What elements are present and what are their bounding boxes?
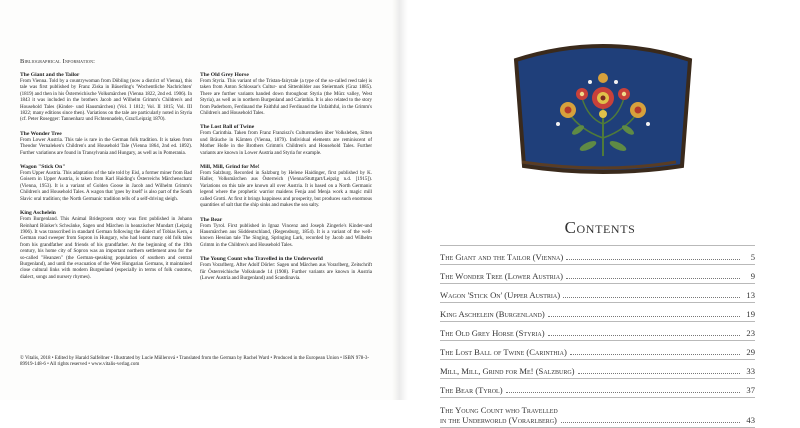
bib-entry-text: From Tyrol. First published in Ignaz Vincenz and Joseph Zingerle's Kinder-und Hausmärchen aus Süddeutschland, (Regensburg, 1854). It is a variant of the well-known Hessian tale The Singing, Springing Lark, recorded by Jacob and Wilhelm Grimm in the Children's and Household Tales.	[200, 223, 372, 248]
toc-page-number: 19	[746, 309, 755, 319]
bib-entry-title: The Wonder Tree	[20, 130, 62, 137]
bib-entry-text: From Carinthia. Taken from Franz Franziszi's Culturstudien über Volksleben, Sitten und Bräuche in Kärnten (Vienna, 1879). Individual elements are reminiscent of Mother Holle in the Brothers Grimm's Children's and Household Tales. Further variants are known in Lower Austria and Styria for example.	[200, 131, 372, 156]
bib-entry	[20, 210, 192, 281]
toc-leader-dots	[561, 422, 740, 423]
bib-entry	[200, 256, 372, 282]
bib-entry	[20, 131, 192, 157]
toc-entry[interactable]	[440, 359, 755, 378]
bib-entry	[200, 72, 372, 117]
bib-entry-text: From Burgenland. This Animal Bridegroom story was first published in Johann Reinhard Bünker's Schwänke, Sagen und Märchen in heanzischer Mundart (Leipzig 1906). It was transcribed in standard German following the dialect of Tobias Kern, a German road sweeper from Sopron in Hungary, who had learnt many old folk tales from his grandfather and friends of his grandfather. At the beginning of the 19th century, his home city of Sopron was an important northern settlement area for the so-called "Heanzen" (the German-speaking population of southern and central Burgenland), and until the evacuation of the West Hungarian Germans, it maintained close cultural links with modern Burgenland (especially in terms of folk customs, dialect, songs and nursery rhymes).	[20, 217, 192, 280]
bib-entry	[200, 217, 372, 250]
table-of-contents	[440, 245, 755, 428]
toc-entry-title: The Bear (Tyrol)	[440, 385, 503, 395]
bib-entry-text: From Vienna. Told by a countrywoman from Döbling (now a district of Vienna), this tale was first published by Franz Ziska in Bäuerling's 'Wochentliche Nachrichten' (1819) and then in his Österreichische Volksmärchen (Vienna 1822, 2nd ed. 1906). In 1843 it was included in the brothers Jacob and Wilhelm Grimm's Children's and Household Tales (Kinder- und Hausmärchen) (Vol. I 1812; Vol. II 1815; Vol. III 1822; many editions since then). Variations on the tale are particularly noted in Styria (cf. Peter Rosegger: Tannenharz und Fichtennadeln, Graz/Leipzig 1870).	[20, 79, 192, 123]
painted-panel-illustration	[508, 38, 698, 178]
toc-leader-dots	[566, 278, 740, 279]
toc-entry-title: The Old Grey Horse (Styria)	[440, 328, 545, 338]
left-page	[0, 0, 400, 400]
colophon: © Vitalis, 2018 • Edited by Harald Salfellner • Illustrated by Lucie Müllerová • Translated from the German by Rachel Ward • Produced in the European Union • ISBN 978-3-89919-148-6 • All rights reserved • www.vitalis-verlag.com	[20, 356, 370, 368]
toc-leader-dots	[578, 373, 740, 374]
bib-entry-title: The Lost Ball of Twine	[200, 124, 255, 131]
toc-leader-dots	[563, 297, 740, 298]
toc-entry-title: King Aschelein (Burgenland)	[440, 309, 545, 319]
bib-entry-title: The Bear	[200, 216, 223, 223]
toc-entry-title: The Lost Ball of Twine (Carinthia)	[440, 347, 567, 357]
bib-entry-text: From Salzburg. Recorded in Salzburg by Helene Haidinger, first published by K. Haller, Volksmärchen aus Österreich (Vienna/Stuttgart/Leipzig n.d. [1915]). Variations on this tale are known all over Austria. It is based on a North Germanic legend where the prophetic warrior maidens Fenja and Menja work a magic mill called Grotti. At first it brings happiness and prosperity, but produces such enormous quantities of salt that the ship sinks and makes the sea salty.	[200, 171, 372, 209]
toc-entry[interactable]	[440, 302, 755, 321]
toc-leader-dots	[506, 392, 740, 393]
toc-entry[interactable]	[440, 264, 755, 283]
toc-leader-dots	[566, 259, 740, 260]
toc-page-number: 13	[746, 290, 755, 300]
contents-title: Contents	[564, 218, 636, 237]
toc-entry-title: The Giant and the Tailor (Vienna)	[440, 252, 564, 262]
toc-page-number: 29	[746, 347, 755, 357]
toc-entry[interactable]	[440, 283, 755, 302]
bib-entry-text: From Upper Austria. This adaptation of the tale told by Eisl, a former miner from Bad Goisern in Upper Austria, is taken from Karl Haiding's Österreichs Märchenschatz (Vienna, 1953). It is a variant of Golden Goose in Jacob and Wilhelm Grimm's Children's and Household Tales. A wagon that 'goes by itself' is also part of the South Slavic oral tradition; the North Germanic tradition tells of a self-driving sleigh.	[20, 171, 192, 202]
bib-entry-title: The Old Grey Horse	[200, 72, 249, 78]
bib-entry	[20, 164, 192, 203]
bibliography-heading: Bibliographical Information:	[20, 58, 96, 65]
bib-entry-text: From Styria. This variant of the Tristan-fairytale (a type of the so-called reed tale) is taken from Anton Schlossar's Cultur- und Sittenbilder aus Steiermark (Graz 1885). There are further variants handed down throughout Styria (the Mürz valley, West Styria), as well as in northern Burgenland and Carinthia. It is also related to the story from Paderborn, Ferdinand the Faithful and Ferdinand the Unfaithful, in the Grimm's Children's and Household Tales.	[200, 79, 372, 117]
toc-page-number: 43	[746, 415, 755, 425]
toc-entry[interactable]	[440, 321, 755, 340]
toc-entry-title-line-2: in the Underworld (Vorarlberg)	[440, 415, 557, 425]
toc-entry[interactable]	[440, 245, 755, 264]
bib-entry	[200, 124, 372, 157]
toc-leader-dots	[548, 316, 740, 317]
toc-page-number: 5	[750, 252, 755, 262]
bib-entry	[200, 164, 372, 209]
toc-page-number: 9	[750, 271, 755, 281]
toc-entry[interactable]	[440, 397, 755, 427]
bibliography-column-1	[20, 72, 192, 288]
toc-page-number: 23	[746, 328, 755, 338]
toc-entry-title-line-1: The Young Count who Travelled	[440, 405, 558, 415]
bib-entry-title: King Aschelein	[20, 210, 56, 217]
toc-entry-title	[440, 405, 558, 425]
toc-entry-title: Mill, Mill, Grind for Me! (Salzburg)	[440, 366, 575, 376]
bib-entry-title: The Giant and the Tailor	[20, 72, 80, 78]
bib-entry-title: Mill, Mill, Grind for Me!	[200, 164, 260, 171]
toc-entry-title: Wagon 'Stick On' (Upper Austria)	[440, 290, 561, 300]
toc-page-number: 37	[746, 385, 755, 395]
toc-entry[interactable]	[440, 378, 755, 397]
bibliography-column-2	[200, 72, 372, 289]
bib-entry-text: From Lower Austria. This tale is rare in the German folk tradition. It is taken from Theodor Vernaleken's Children's and Household Tale (Vienna 1864, 2nd ed. 1892). Further variations are found in Transylvania and Hungary, as well as in Pomerania.	[20, 137, 192, 156]
toc-entry-title: The Wonder Tree (Lower Austria)	[440, 271, 563, 281]
toc-entry[interactable]	[440, 340, 755, 359]
bib-entry-text: From Vorarlberg. After Adolf Dörler: Sagen und Märchen aus Vorarlberg, Zeitschrift für Österreichische Volkskunde 14 (1908). Further variants are known in Austria (Lower Austria and Burgenland) and Scandinavia.	[200, 263, 372, 281]
toc-leader-dots	[548, 335, 740, 336]
book-gutter	[392, 0, 408, 400]
toc-page-number: 33	[746, 366, 755, 376]
bib-entry-title: The Young Count who Travelled in the Underworld	[200, 256, 323, 263]
bib-entry-title: Wagon "Stick On"	[20, 164, 66, 171]
toc-leader-dots	[570, 354, 740, 355]
bib-entry	[20, 72, 192, 124]
